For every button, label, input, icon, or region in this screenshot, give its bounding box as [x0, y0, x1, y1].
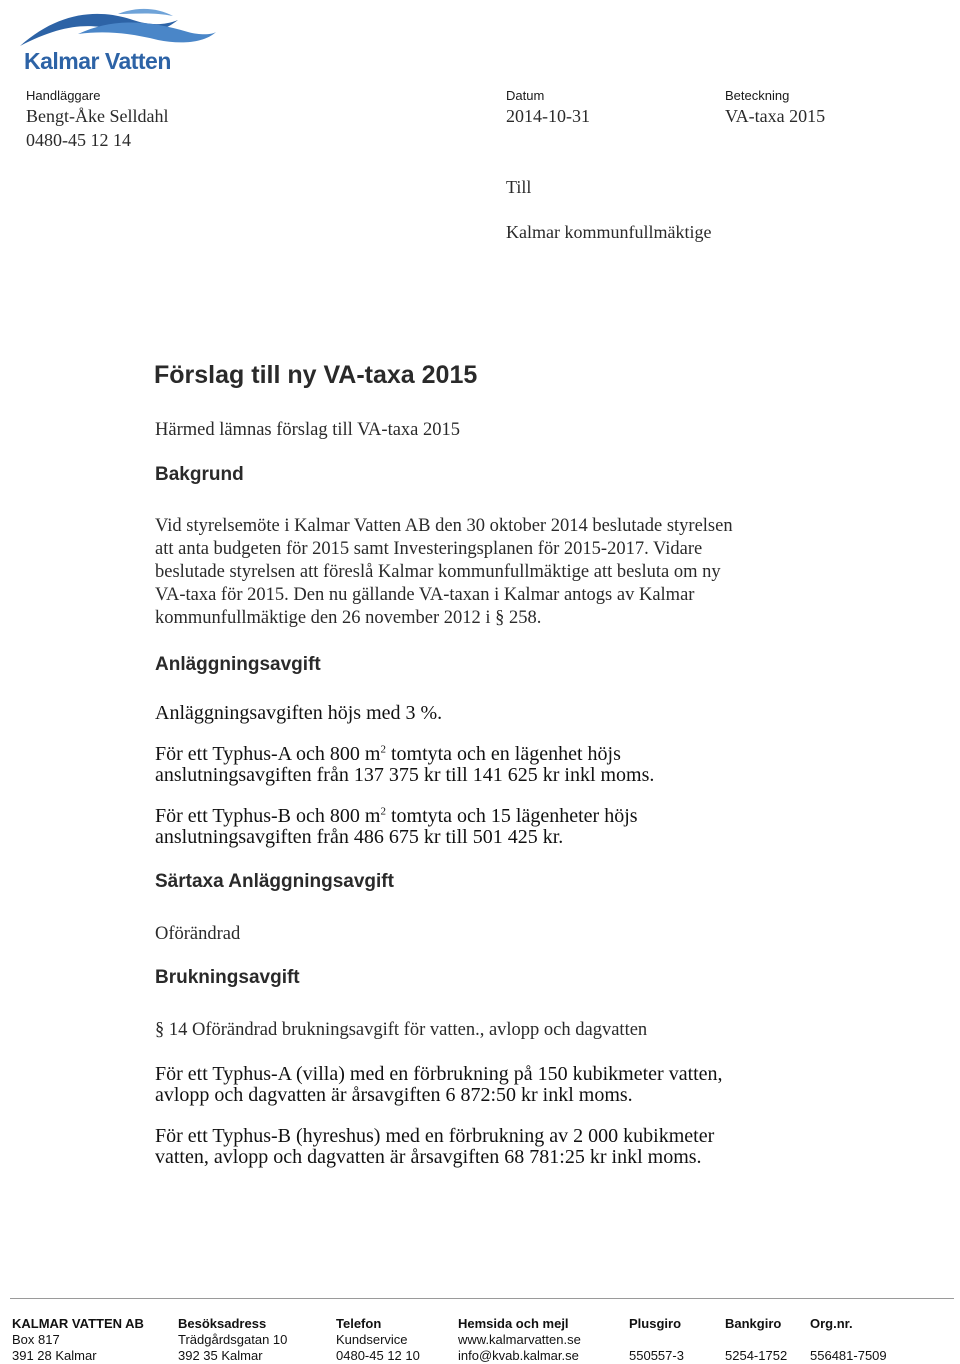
footer-hemsida: Hemsida och mejl www.kalmarvatten.se info@kvab.kalmar.se	[458, 1316, 581, 1363]
bakgrund-line: Vid styrelsemöte i Kalmar Vatten AB den 30 oktober 2014 beslutade styrelsen	[155, 516, 733, 536]
intro-text: Härmed lämnas förslag till VA-taxa 2015	[155, 420, 461, 440]
footer-telefon: Telefon Kundservice 0480-45 12 10	[336, 1316, 420, 1363]
sartaxa-text: Oförändrad	[155, 924, 241, 944]
handlaggare-phone: 0480-45 12 14	[26, 130, 131, 150]
footer-company: KALMAR VATTEN AB Box 817 391 28 Kalmar	[12, 1316, 144, 1363]
brukning-p1: § 14 Oförändrad brukningsavgift för vatten., avlopp och dagvatten	[155, 1020, 648, 1040]
anlaggning-heading: Anläggningsavgift	[155, 654, 321, 675]
footer-plusgiro: Plusgiro 550557-3	[629, 1316, 684, 1363]
brukning-p2-line2: avlopp och dagvatten är årsavgiften 6 872:50 kr inkl moms.	[155, 1084, 633, 1106]
brukning-p2	[155, 1064, 723, 1106]
document-title: Förslag till ny VA-taxa 2015	[154, 361, 478, 389]
kalmar-vatten-logo	[18, 6, 218, 78]
wave-logo-icon	[18, 6, 218, 54]
anlaggning-p3-line2: anslutningsavgiften från 486 675 kr till 501 425 kr.	[155, 826, 564, 848]
footer-besoksadress: Besöksadress Trädgårdsgatan 10 392 35 Kalmar	[178, 1316, 288, 1363]
bakgrund-paragraph	[155, 515, 733, 630]
brukning-p3-line1: För ett Typhus-B (hyreshus) med en förbrukning av 2 000 kubikmeter	[155, 1125, 715, 1147]
anlaggning-p2-line1: För ett Typhus-A och 800 $m^2$ tomtyta och en lägenhet höjs	[155, 743, 621, 765]
datum-label: Datum	[506, 88, 545, 103]
till-label: Till	[506, 177, 532, 197]
footer-orgnr: Org.nr. 556481-7509	[810, 1316, 887, 1363]
brukning-p2-line1: För ett Typhus-A (villa) med en förbrukning på 150 kubikmeter vatten,	[155, 1063, 723, 1085]
anlaggning-p2-line2: anslutningsavgiften från 137 375 kr till 141 625 kr inkl moms.	[155, 764, 655, 786]
bakgrund-line: att anta budgeten för 2015 samt Investeringsplanen för 2015-2017. Vidare	[155, 539, 703, 559]
anlaggning-p1: Anläggningsavgiften höjs med 3 %.	[155, 702, 443, 724]
bakgrund-line: beslutade styrelsen att föreslå Kalmar kommunfullmäktige att besluta om ny	[155, 562, 721, 582]
datum-value: 2014-10-31	[506, 106, 590, 126]
beteckning-value: VA-taxa 2015	[725, 106, 826, 126]
brukning-p3	[155, 1126, 714, 1168]
bakgrund-line: VA-taxa för 2015. Den nu gällande VA-taxan i Kalmar antogs av Kalmar	[155, 585, 695, 605]
anlaggning-p3-line1: För ett Typhus-B och 800 $m^2$ tomtyta och 15 lägenheter höjs	[155, 805, 638, 827]
handlaggare-name: Bengt-Åke Selldahl	[26, 106, 169, 126]
anlaggning-p3	[155, 806, 638, 848]
bakgrund-line: kommunfullmäktige den 26 november 2012 i § 258.	[155, 608, 542, 628]
footer-bankgiro: Bankgiro 5254-1752	[725, 1316, 788, 1363]
brukning-heading: Brukningsavgift	[155, 967, 300, 988]
handlaggare-label: Handläggare	[26, 88, 101, 103]
sartaxa-heading: Särtaxa Anläggningsavgift	[155, 871, 394, 892]
logo-text: Kalmar Vatten	[24, 48, 171, 74]
recipient-name: Kalmar kommunfullmäktige	[506, 222, 712, 242]
brukning-p3-line2: vatten, avlopp och dagvatten är årsavgiften 68 781:25 kr inkl moms.	[155, 1146, 702, 1168]
anlaggning-p2	[155, 744, 654, 786]
bakgrund-heading: Bakgrund	[155, 464, 244, 485]
beteckning-label: Beteckning	[725, 88, 790, 103]
footer-divider	[10, 1298, 954, 1299]
